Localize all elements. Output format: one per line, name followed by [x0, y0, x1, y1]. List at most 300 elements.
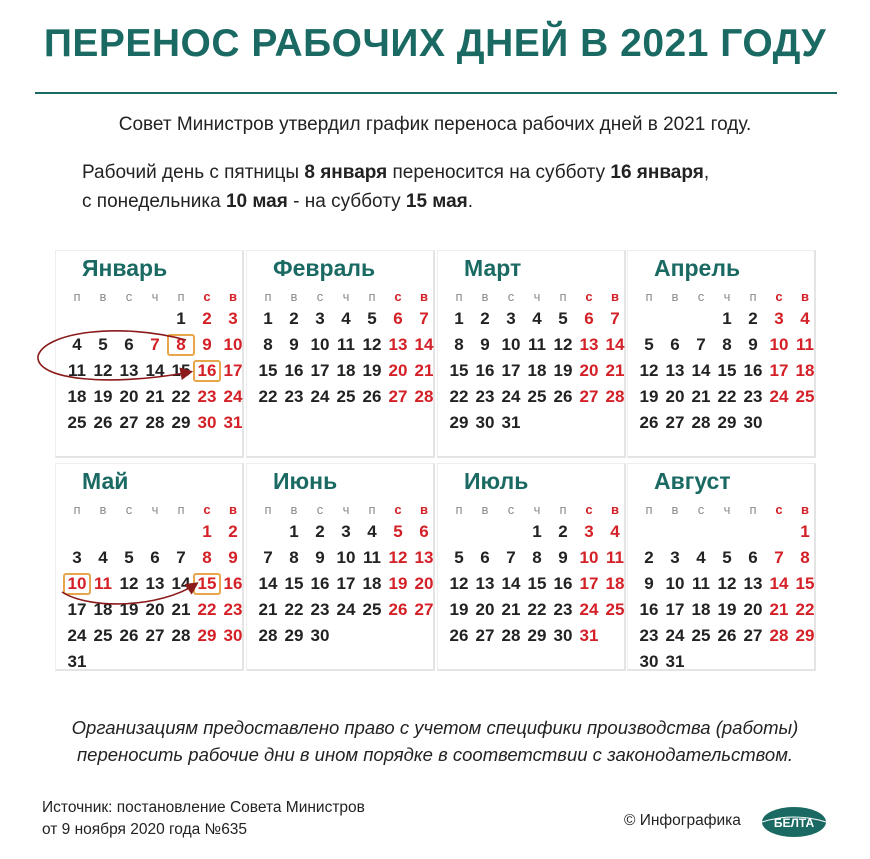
weekday-label: в: [611, 502, 619, 517]
calendar-day: 11: [68, 361, 86, 380]
calendar-day: 6: [670, 335, 680, 354]
calendar-day: 18: [67, 387, 87, 406]
calendar-day: 29: [284, 626, 304, 645]
calendar-day: 24: [579, 600, 599, 619]
calendar-day: 27: [743, 626, 763, 645]
desc-date-may15: 15 мая: [405, 191, 468, 212]
calendar-day: 19: [388, 574, 408, 593]
calendar-day: 1: [176, 309, 186, 328]
calendar-day: 6: [584, 309, 594, 328]
weekday-label: ч: [533, 502, 541, 517]
calendar-day: 23: [223, 600, 243, 619]
calendar-day: 7: [263, 548, 273, 567]
calendar-day: 8: [532, 548, 542, 567]
calendar-day: 14: [605, 335, 625, 354]
credit-text: © Инфографика: [624, 812, 741, 829]
weekday-label: с: [775, 289, 783, 304]
calendar-day: 14: [171, 574, 191, 593]
calendar-day: 7: [176, 548, 186, 567]
calendar-day: 17: [665, 600, 685, 619]
calendar-day: 30: [639, 652, 659, 671]
calendar-day: 29: [171, 413, 191, 432]
weekday-label: с: [394, 289, 402, 304]
weekday-label: ч: [151, 289, 159, 304]
calendar-day: 7: [419, 309, 429, 328]
calendar-day: 13: [145, 574, 165, 593]
weekday-label: п: [645, 502, 653, 517]
calendar-day: 30: [197, 413, 217, 432]
calendar-day: 15: [795, 574, 815, 593]
calendar-day: 23: [743, 387, 763, 406]
calendar-day: 18: [795, 361, 815, 380]
calendar-day: 29: [527, 626, 547, 645]
calendar-day: 8: [454, 335, 464, 354]
calendar-day: 9: [315, 548, 325, 567]
desc-text: с понедельника: [82, 191, 226, 212]
calendar-day: 19: [553, 361, 573, 380]
calendar-day: 21: [145, 387, 165, 406]
calendar-day: 9: [558, 548, 568, 567]
weekday-label: с: [316, 289, 324, 304]
month-name: Март: [464, 255, 522, 281]
month-name: Июль: [464, 468, 529, 494]
calendar-day: 6: [748, 548, 758, 567]
calendar-day: 31: [223, 413, 243, 432]
calendar-day: 21: [769, 600, 789, 619]
desc-text: .: [467, 191, 474, 212]
source: [42, 797, 365, 841]
calendar-day: 20: [475, 600, 495, 619]
calendar-day: 3: [228, 309, 238, 328]
weekday-label: ч: [342, 289, 350, 304]
calendar-day: 12: [553, 335, 573, 354]
source-line-2: от 9 ноября 2020 года №635: [42, 821, 248, 838]
weekday-label: в: [801, 289, 809, 304]
calendar-day: 16: [743, 361, 763, 380]
calendar-day: 9: [289, 335, 299, 354]
calendar-day: 13: [665, 361, 685, 380]
calendar-day: 10: [579, 548, 599, 567]
calendar-day: 14: [145, 361, 165, 380]
calendar-day: 28: [171, 626, 191, 645]
weekday-label: п: [264, 502, 272, 517]
calendar-day: 27: [665, 413, 685, 432]
calendar-day: 28: [769, 626, 789, 645]
belta-logo: [760, 804, 828, 840]
calendar-day: 9: [480, 335, 490, 354]
calendar-day: 24: [769, 387, 789, 406]
description-line-2: [82, 187, 842, 216]
calendar-day: 21: [605, 361, 625, 380]
weekday-label: ч: [533, 289, 541, 304]
calendar-day: 25: [795, 387, 815, 406]
calendar-day: 26: [388, 600, 408, 619]
calendar-day: 20: [579, 361, 599, 380]
calendar-day: 25: [605, 600, 625, 619]
calendar-day: 10: [665, 574, 685, 593]
desc-date-may10: 10 мая: [225, 191, 288, 212]
calendar-day: 19: [362, 361, 382, 380]
calendar-day: 4: [367, 522, 377, 541]
month-name: Январь: [82, 255, 168, 281]
calendar-day: 14: [691, 361, 711, 380]
calendar-day: 25: [67, 413, 87, 432]
calendar-day: 12: [362, 335, 382, 354]
weekday-label: п: [264, 289, 272, 304]
desc-text: ,: [703, 162, 710, 183]
calendar-day: 19: [119, 600, 139, 619]
calendar-day: 17: [310, 361, 330, 380]
calendar-day: 13: [579, 335, 599, 354]
weekday-label: п: [368, 289, 376, 304]
calendar-day: 23: [197, 387, 217, 406]
calendar-day: 10: [501, 335, 521, 354]
weekday-label: ч: [723, 289, 731, 304]
calendar-day: 11: [363, 548, 381, 567]
calendar-day: 19: [93, 387, 113, 406]
weekday-label: п: [559, 502, 567, 517]
weekday-label: с: [697, 502, 705, 517]
calendar-day: 7: [610, 309, 620, 328]
calendar-day: 5: [124, 548, 134, 567]
weekday-label: в: [801, 502, 809, 517]
calendar-day: 10: [64, 574, 90, 594]
calendar-day: 3: [506, 309, 516, 328]
calendar-day: 7: [696, 335, 706, 354]
weekday-label: в: [481, 289, 489, 304]
calendar-day: 23: [475, 387, 495, 406]
calendar-day: 2: [202, 309, 212, 328]
weekday-label: с: [697, 289, 705, 304]
calendar-day: 1: [800, 522, 810, 541]
weekday-label: в: [481, 502, 489, 517]
calendar-day: 5: [454, 548, 464, 567]
weekday-label: с: [585, 289, 593, 304]
calendar-day: 26: [717, 626, 737, 645]
calendar-day: 5: [367, 309, 377, 328]
desc-date-jan16: 16 января: [610, 162, 704, 183]
calendar-day: 6: [419, 522, 429, 541]
month-2: [246, 250, 435, 458]
calendar-day: 17: [579, 574, 599, 593]
calendar-day: 4: [610, 522, 620, 541]
calendar-day: 16: [553, 574, 573, 593]
weekday-label: с: [125, 289, 133, 304]
calendar-day: 16: [310, 574, 330, 593]
calendar-day: 27: [145, 626, 165, 645]
calendar-day: 28: [501, 626, 521, 645]
calendar-day: 22: [795, 600, 815, 619]
calendar-day: 31: [501, 413, 521, 432]
calendar-day: 15: [284, 574, 304, 593]
calendar-day: 17: [501, 361, 521, 380]
weekday-label: в: [611, 289, 619, 304]
calendar-day: 2: [480, 309, 490, 328]
calendar-day: 28: [605, 387, 625, 406]
calendar-day: 6: [150, 548, 160, 567]
weekday-label: в: [99, 289, 107, 304]
calendar-day: 8: [263, 335, 273, 354]
calendar-day: 30: [553, 626, 573, 645]
calendar-day: 15: [258, 361, 278, 380]
month-1: [55, 250, 244, 458]
calendar-day: 2: [228, 522, 238, 541]
calendar-day: 26: [553, 387, 573, 406]
calendar-day: 9: [644, 574, 654, 593]
calendar-day: 22: [171, 387, 191, 406]
month-8: [627, 463, 816, 671]
calendar-day: 31: [579, 626, 599, 645]
footnote-line-2: переносить рабочие дни в ином порядке в соответствии с законодательством.: [76, 744, 794, 765]
calendar-day: 24: [223, 387, 243, 406]
footnote-line-1: Организациям предоставлено право с учетом специфики производства (работы): [71, 717, 799, 738]
calendar-day: 17: [223, 361, 243, 380]
calendar-day: 15: [527, 574, 547, 593]
calendar-day: 20: [145, 600, 165, 619]
month-3: [437, 250, 626, 458]
calendar-day: 3: [670, 548, 680, 567]
calendar-day: 20: [119, 387, 139, 406]
calendar-day: 31: [665, 652, 685, 671]
calendar-day: 24: [336, 600, 356, 619]
weekday-label: в: [290, 502, 298, 517]
calendar-day: 6: [393, 309, 403, 328]
calendar-day: 3: [584, 522, 594, 541]
weekday-label: с: [203, 289, 211, 304]
calendar-day: 29: [449, 413, 469, 432]
page-title: ПЕРЕНОС РАБОЧИХ ДНЕЙ В 2021 ГОДУ: [43, 22, 827, 65]
calendar-day: 8: [800, 548, 810, 567]
calendar-day: 29: [795, 626, 815, 645]
weekday-label: п: [73, 289, 81, 304]
calendar-day: 4: [800, 309, 810, 328]
calendar-day: 10: [310, 335, 330, 354]
calendar-day: 21: [258, 600, 278, 619]
calendar-day: 26: [639, 413, 659, 432]
calendar-day: 26: [449, 626, 469, 645]
calendar-day: 22: [717, 387, 737, 406]
calendar-day: 8: [168, 335, 194, 355]
weekday-label: в: [671, 289, 679, 304]
description-line-1: [82, 158, 842, 187]
month-name: Май: [82, 468, 129, 494]
calendar-day: 9: [748, 335, 758, 354]
calendar-day: 13: [414, 548, 434, 567]
calendar-day: 12: [388, 548, 408, 567]
calendar-day: 16: [639, 600, 659, 619]
weekday-label: с: [316, 502, 324, 517]
calendar-day: 11: [692, 574, 710, 593]
calendar-day: 22: [449, 387, 469, 406]
calendar-day: 25: [691, 626, 711, 645]
calendar-day: 8: [202, 548, 212, 567]
calendar-day: 28: [414, 387, 434, 406]
calendar-day: 21: [414, 361, 434, 380]
calendar-day: 9: [202, 335, 212, 354]
calendar-day: 5: [558, 309, 568, 328]
calendar-day: 15: [449, 361, 469, 380]
calendar-day: 18: [93, 600, 113, 619]
desc-date-jan8: 8 января: [304, 162, 388, 183]
weekday-label: п: [749, 289, 757, 304]
calendar-day: 4: [532, 309, 542, 328]
calendar-day: 4: [98, 548, 108, 567]
calendar-day: 16: [475, 361, 495, 380]
calendar-day: 22: [197, 600, 217, 619]
calendar-day: 18: [336, 361, 356, 380]
calendar-day: 26: [93, 413, 113, 432]
calendar-day: 4: [696, 548, 706, 567]
intro-text: Совет Министров утвердил график переноса рабочих дней в 2021 году.: [118, 114, 752, 135]
calendar-day: 13: [388, 335, 408, 354]
calendar-day: 12: [639, 361, 659, 380]
calendar-day: 4: [341, 309, 351, 328]
calendar-day: 19: [639, 387, 659, 406]
logo-text: БЕЛТА: [773, 816, 815, 830]
calendar-day: 5: [393, 522, 403, 541]
calendar-day: 1: [722, 309, 732, 328]
month-name: Июнь: [273, 468, 338, 494]
calendar-day: 30: [743, 413, 763, 432]
calendar-day: 5: [644, 335, 654, 354]
calendar-day: 22: [527, 600, 547, 619]
weekday-label: ч: [151, 502, 159, 517]
calendar-day: 3: [315, 309, 325, 328]
calendar-day: 16: [194, 361, 220, 381]
calendar-day: 18: [691, 600, 711, 619]
weekday-label: в: [420, 502, 428, 517]
weekday-label: п: [177, 502, 185, 517]
month-7: [437, 463, 626, 671]
title-divider: [35, 92, 837, 94]
calendar-day: 27: [475, 626, 495, 645]
weekday-label: с: [394, 502, 402, 517]
calendar-day: 1: [263, 309, 273, 328]
calendar-day: 28: [691, 413, 711, 432]
calendar-day: 3: [774, 309, 784, 328]
calendar-day: 22: [258, 387, 278, 406]
calendar-day: 26: [362, 387, 382, 406]
calendar-day: 24: [501, 387, 521, 406]
weekday-label: п: [368, 502, 376, 517]
calendar-day: 28: [258, 626, 278, 645]
calendar-day: 16: [284, 361, 304, 380]
calendar-day: 20: [743, 600, 763, 619]
month-6: [246, 463, 435, 671]
calendar-day: 7: [774, 548, 784, 567]
calendar-day: 25: [527, 387, 547, 406]
calendar-day: 13: [119, 361, 139, 380]
weekday-label: с: [203, 502, 211, 517]
calendar-day: 28: [145, 413, 165, 432]
calendar-day: 24: [310, 387, 330, 406]
calendar-day: 23: [284, 387, 304, 406]
weekday-label: с: [507, 502, 515, 517]
calendar-day: 24: [67, 626, 87, 645]
calendar-day: 30: [475, 413, 495, 432]
calendar-day: 23: [310, 600, 330, 619]
calendar-day: 16: [223, 574, 243, 593]
calendar-day: 8: [722, 335, 732, 354]
calendar-day: 14: [769, 574, 789, 593]
desc-text: Рабочий день с пятницы: [82, 162, 305, 183]
calendar-day: 11: [528, 335, 546, 354]
calendar-day: 12: [93, 361, 113, 380]
weekday-label: в: [671, 502, 679, 517]
calendar-day: 29: [197, 626, 217, 645]
calendar-day: 20: [414, 574, 434, 593]
calendar-day: 10: [223, 335, 243, 354]
calendar-day: 21: [691, 387, 711, 406]
calendar-day: 30: [223, 626, 243, 645]
calendar-day: 17: [336, 574, 356, 593]
calendar-day: 2: [558, 522, 568, 541]
calendar-day: 29: [717, 413, 737, 432]
calendar-day: 25: [336, 387, 356, 406]
desc-text: переносится на субботу: [387, 162, 611, 183]
weekday-label: с: [507, 289, 515, 304]
calendar-day: 1: [454, 309, 464, 328]
weekday-label: п: [559, 289, 567, 304]
calendar-day: 22: [284, 600, 304, 619]
calendar-day: 11: [606, 548, 624, 567]
calendar-day: 20: [665, 387, 685, 406]
calendar-day: 23: [639, 626, 659, 645]
weekday-label: в: [229, 502, 237, 517]
calendar-day: 6: [124, 335, 134, 354]
calendar-day: 25: [93, 626, 113, 645]
calendar-day: 2: [644, 548, 654, 567]
calendar-day: 15: [717, 361, 737, 380]
weekday-label: с: [585, 502, 593, 517]
calendar-day: 17: [67, 600, 87, 619]
calendar-day: 7: [506, 548, 516, 567]
desc-text: - на субботу: [287, 191, 406, 212]
calendar-day: 12: [119, 574, 139, 593]
calendar-day: 10: [336, 548, 356, 567]
calendar-day: 27: [119, 413, 139, 432]
calendar-day: 5: [98, 335, 108, 354]
month-4: [627, 250, 816, 458]
source-line-1: Источник: постановление Совета Министров: [42, 799, 365, 816]
weekday-label: в: [99, 502, 107, 517]
calendar-day: 14: [258, 574, 278, 593]
calendar-day: 21: [501, 600, 521, 619]
weekday-label: п: [645, 289, 653, 304]
weekday-label: в: [290, 289, 298, 304]
calendar-day: 2: [748, 309, 758, 328]
calendar-day: 30: [310, 626, 330, 645]
footnote: [0, 714, 870, 768]
calendar-day: 31: [67, 652, 87, 671]
weekday-label: в: [229, 289, 237, 304]
calendar-day: 4: [72, 335, 82, 354]
calendar-day: 12: [717, 574, 737, 593]
calendar-day: 2: [315, 522, 325, 541]
description: [82, 158, 842, 216]
calendar-day: 8: [289, 548, 299, 567]
calendar-day: 19: [717, 600, 737, 619]
calendar-day: 27: [388, 387, 408, 406]
calendar-day: 3: [341, 522, 351, 541]
calendar-day: 25: [362, 600, 382, 619]
calendar-day: 23: [553, 600, 573, 619]
month-name: Август: [654, 468, 731, 494]
calendar-day: 18: [362, 574, 382, 593]
calendar-day: 9: [228, 548, 238, 567]
calendar-day: 11: [337, 335, 355, 354]
calendar-day: 27: [414, 600, 434, 619]
